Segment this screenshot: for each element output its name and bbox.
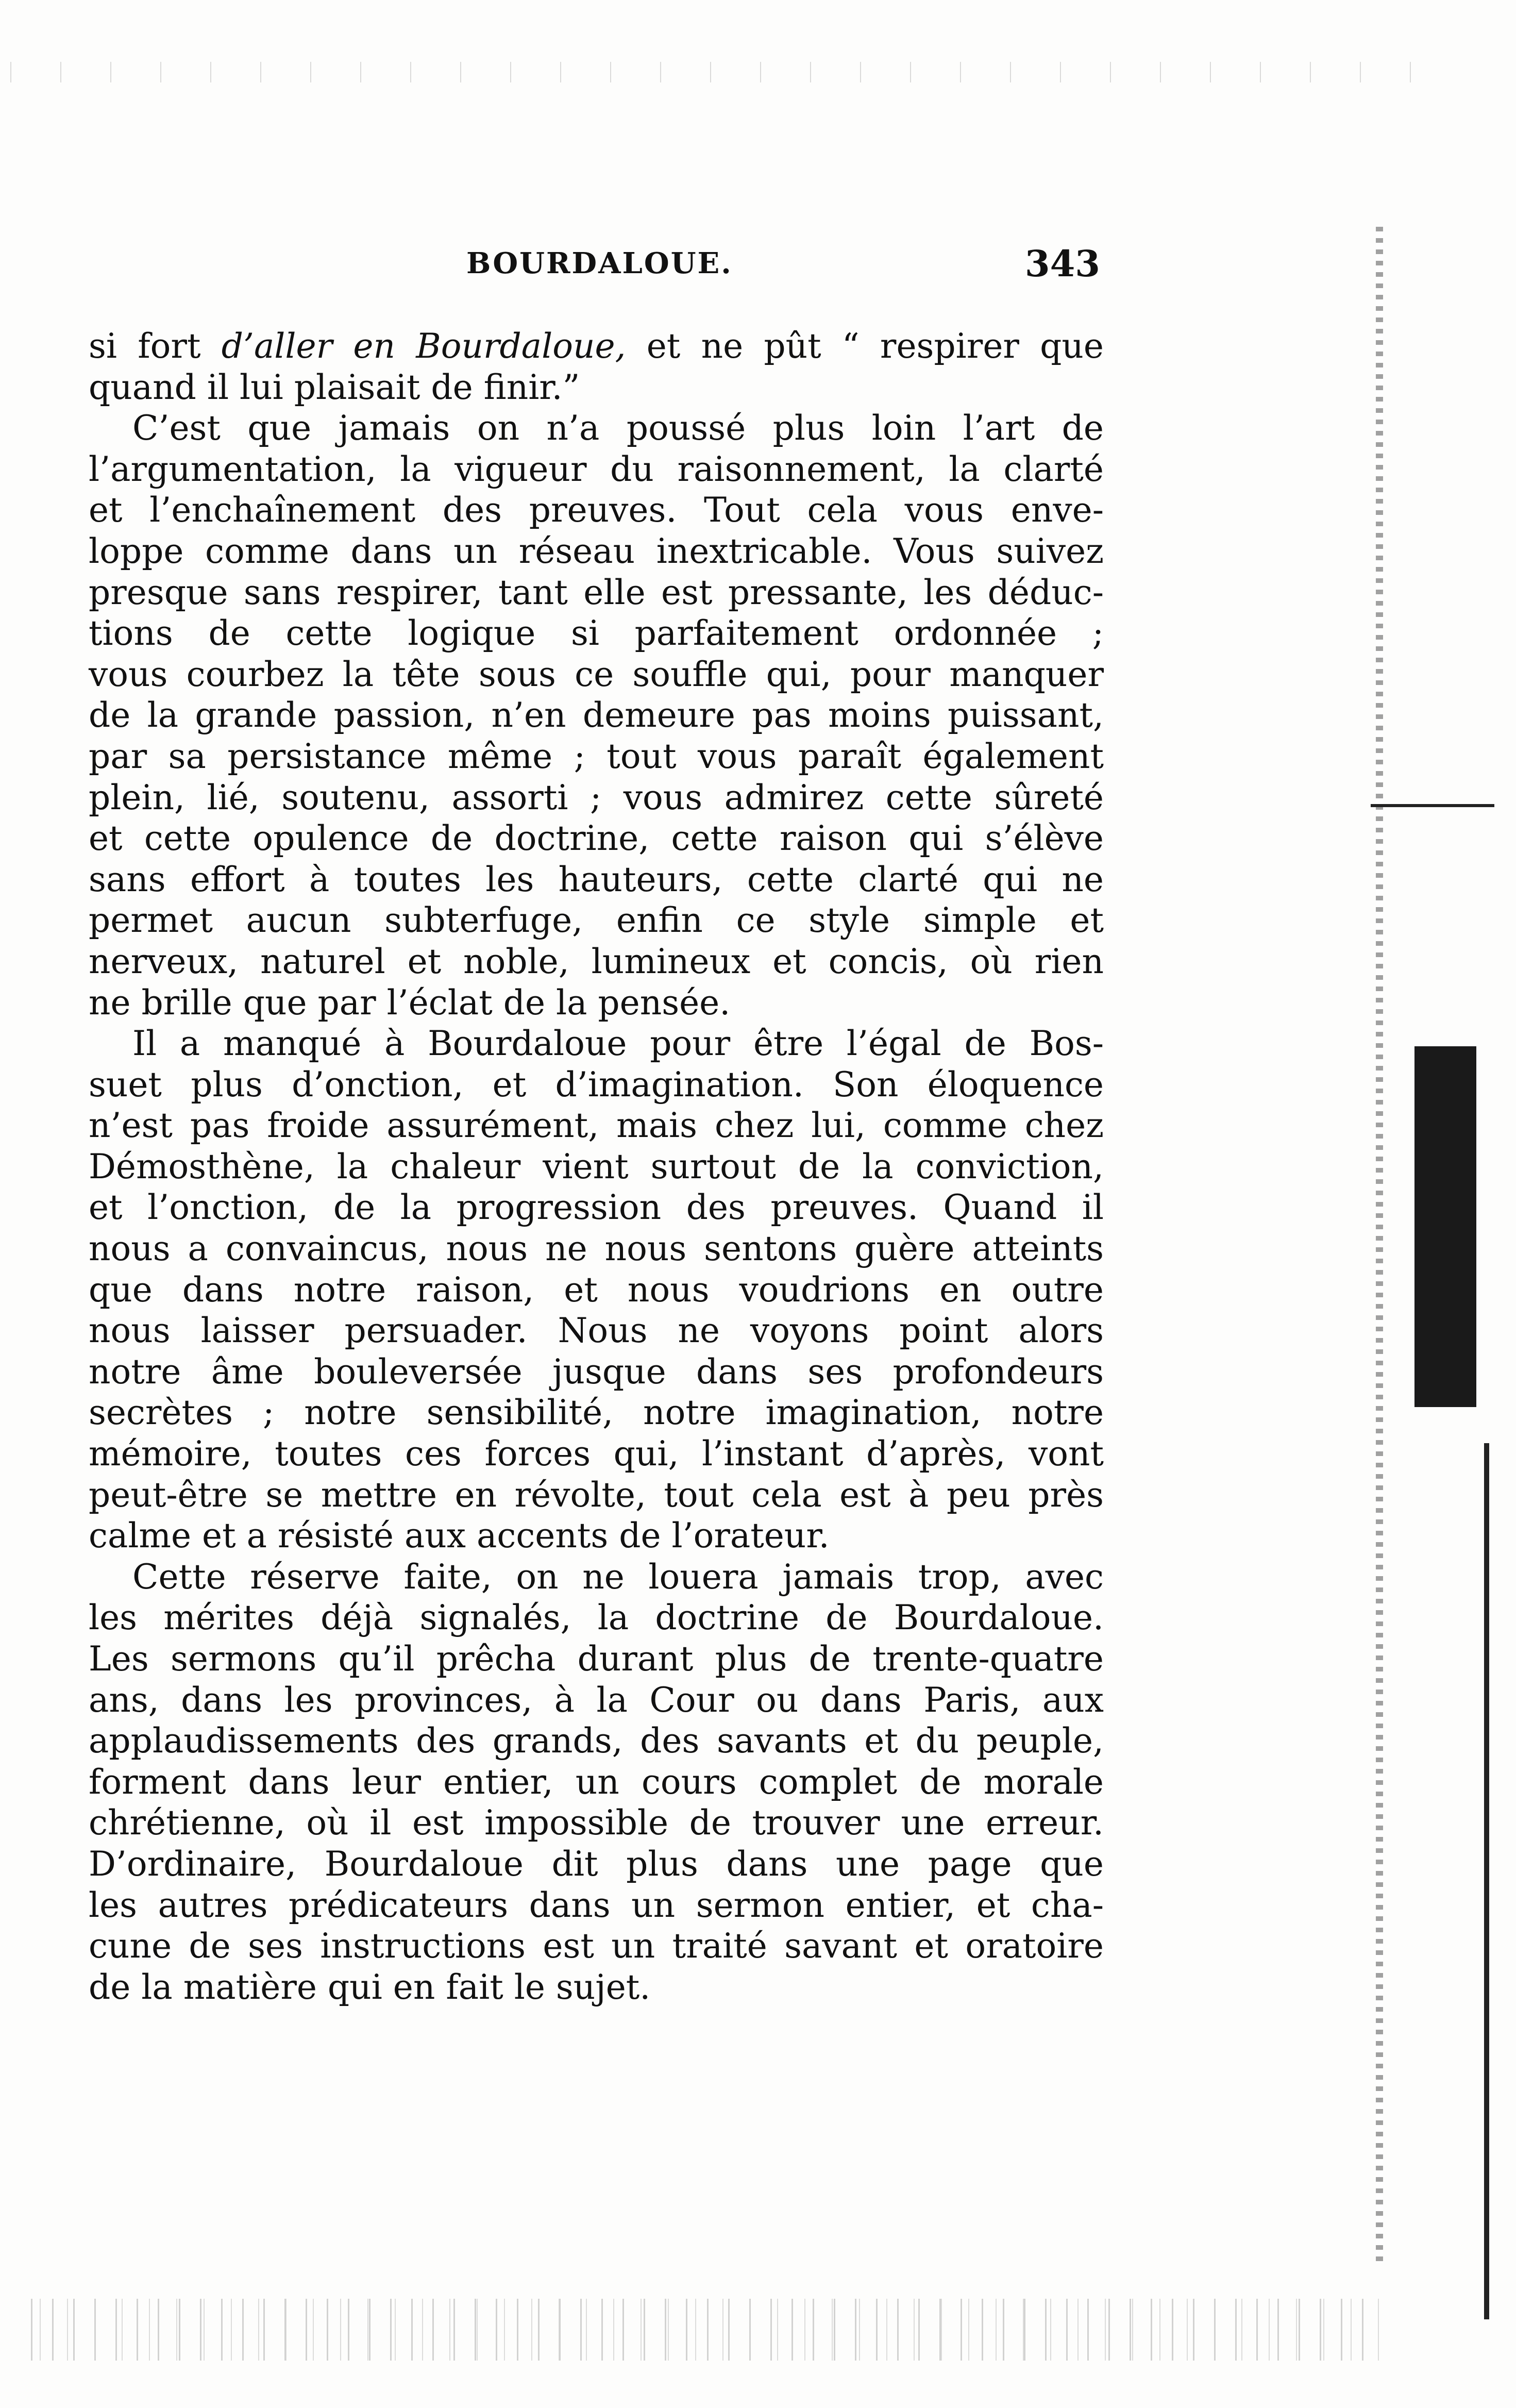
text-line: et l’onction, de la progression des preuves. Quand il: [89, 1188, 1104, 1228]
page-number: 343: [1024, 242, 1100, 285]
text-line: les autres prédicateurs dans un sermon entier, et cha-: [89, 1885, 1104, 1925]
text-line: chrétienne, où il est impossible de trouver une erreur.: [89, 1803, 1104, 1843]
text-line: vous courbez la tête sous ce souffle qui, pour manquer: [89, 654, 1104, 694]
text-line: de la matière qui en fait le sujet.: [89, 1967, 651, 2007]
scan-speckle-top: [10, 62, 1453, 82]
text-line: plein, lié, soutenu, assorti ; vous admirez cette sûreté: [89, 777, 1104, 817]
text-line: que dans notre raison, et nous voudrions en outre: [89, 1269, 1104, 1310]
scan-gutter-shadow: [1414, 1046, 1476, 1407]
text-line: sans effort à toutes les hauteurs, cette clarté qui ne: [89, 859, 1104, 899]
scan-gutter-rule: [1371, 804, 1494, 807]
scan-gutter-edge: [1376, 227, 1383, 2263]
text-line: secrètes ; notre sensibilité, notre imagination, notre: [89, 1393, 1104, 1433]
text-line: n’est pas froide assurément, mais chez lui, comme chez: [89, 1106, 1104, 1146]
text-line: Les sermons qu’il prêcha durant plus de trente-quatre: [89, 1639, 1104, 1679]
text-line: nous laisser persuader. Nous ne voyons point alors: [89, 1311, 1104, 1351]
scan-right-edge: [1484, 1443, 1489, 2319]
text-line: loppe comme dans un réseau inextricable. Vous suivez: [89, 531, 1104, 571]
page-header: [90, 242, 1100, 293]
text-line: et l’enchaînement des preuves. Tout cela vous enve-: [89, 490, 1104, 530]
text-line: D’ordinaire, Bourdaloue dit plus dans une page que: [89, 1844, 1104, 1884]
text-line: presque sans respirer, tant elle est pressante, les déduc-: [89, 572, 1104, 612]
text-line: de la grande passion, n’en demeure pas moins puissant,: [89, 695, 1104, 735]
text-line: notre âme bouleversée jusque dans ses profondeurs: [89, 1351, 1104, 1392]
text-line: ne brille que par l’éclat de la pensée.: [89, 982, 731, 1023]
text-line: suet plus d’onction, et d’imagination. Son éloquence: [89, 1064, 1104, 1105]
text-line: l’argumentation, la vigueur du raisonnement, la clarté: [89, 449, 1104, 489]
text-line: les mérites déjà signalés, la doctrine de Bourdaloue.: [89, 1598, 1104, 1638]
text-line: Il a manqué à Bourdaloue pour être l’égal de Bos-: [132, 1024, 1104, 1064]
text-line: par sa persistance même ; tout vous paraît également: [89, 736, 1104, 776]
text-line: si fort d’aller en Bourdaloue, et ne pût “ respirer que: [89, 326, 1104, 366]
text-line: Cette réserve faite, on ne louera jamais trop, avec: [132, 1557, 1104, 1597]
text-line: nerveux, naturel et noble, lumineux et concis, où rien: [89, 941, 1104, 981]
text-line: calme et a résisté aux accents de l’orateur.: [89, 1516, 830, 1556]
text-line: ans, dans les provinces, à la Cour ou dans Paris, aux: [89, 1680, 1104, 1720]
text-line: permet aucun subterfuge, enfin ce style simple et: [89, 900, 1104, 941]
scan-speckle-bottom: [31, 2299, 1381, 2361]
running-title: BOURDALOUE.: [466, 246, 733, 280]
text-line: Démosthène, la chaleur vient surtout de la conviction,: [89, 1146, 1104, 1186]
text-line: C’est que jamais on n’a poussé plus loin l’art de: [132, 408, 1104, 448]
body-text: [89, 326, 1104, 2008]
text-line: forment dans leur entier, un cours complet de morale: [89, 1762, 1104, 1802]
text-line: cune de ses instructions est un traité savant et oratoire: [89, 1926, 1104, 1966]
text-line: quand il lui plaisait de finir.”: [89, 367, 580, 407]
text-line: et cette opulence de doctrine, cette raison qui s’élève: [89, 818, 1104, 859]
text-line: mémoire, toutes ces forces qui, l’instant d’après, vont: [89, 1434, 1104, 1474]
text-line: nous a convaincus, nous ne nous sentons guère atteints: [89, 1229, 1104, 1269]
text-line: peut-être se mettre en révolte, tout cela est à peu près: [89, 1475, 1104, 1515]
text-line: tions de cette logique si parfaitement ordonnée ;: [89, 613, 1104, 654]
text-line: applaudissements des grands, des savants et du peuple,: [89, 1721, 1104, 1761]
